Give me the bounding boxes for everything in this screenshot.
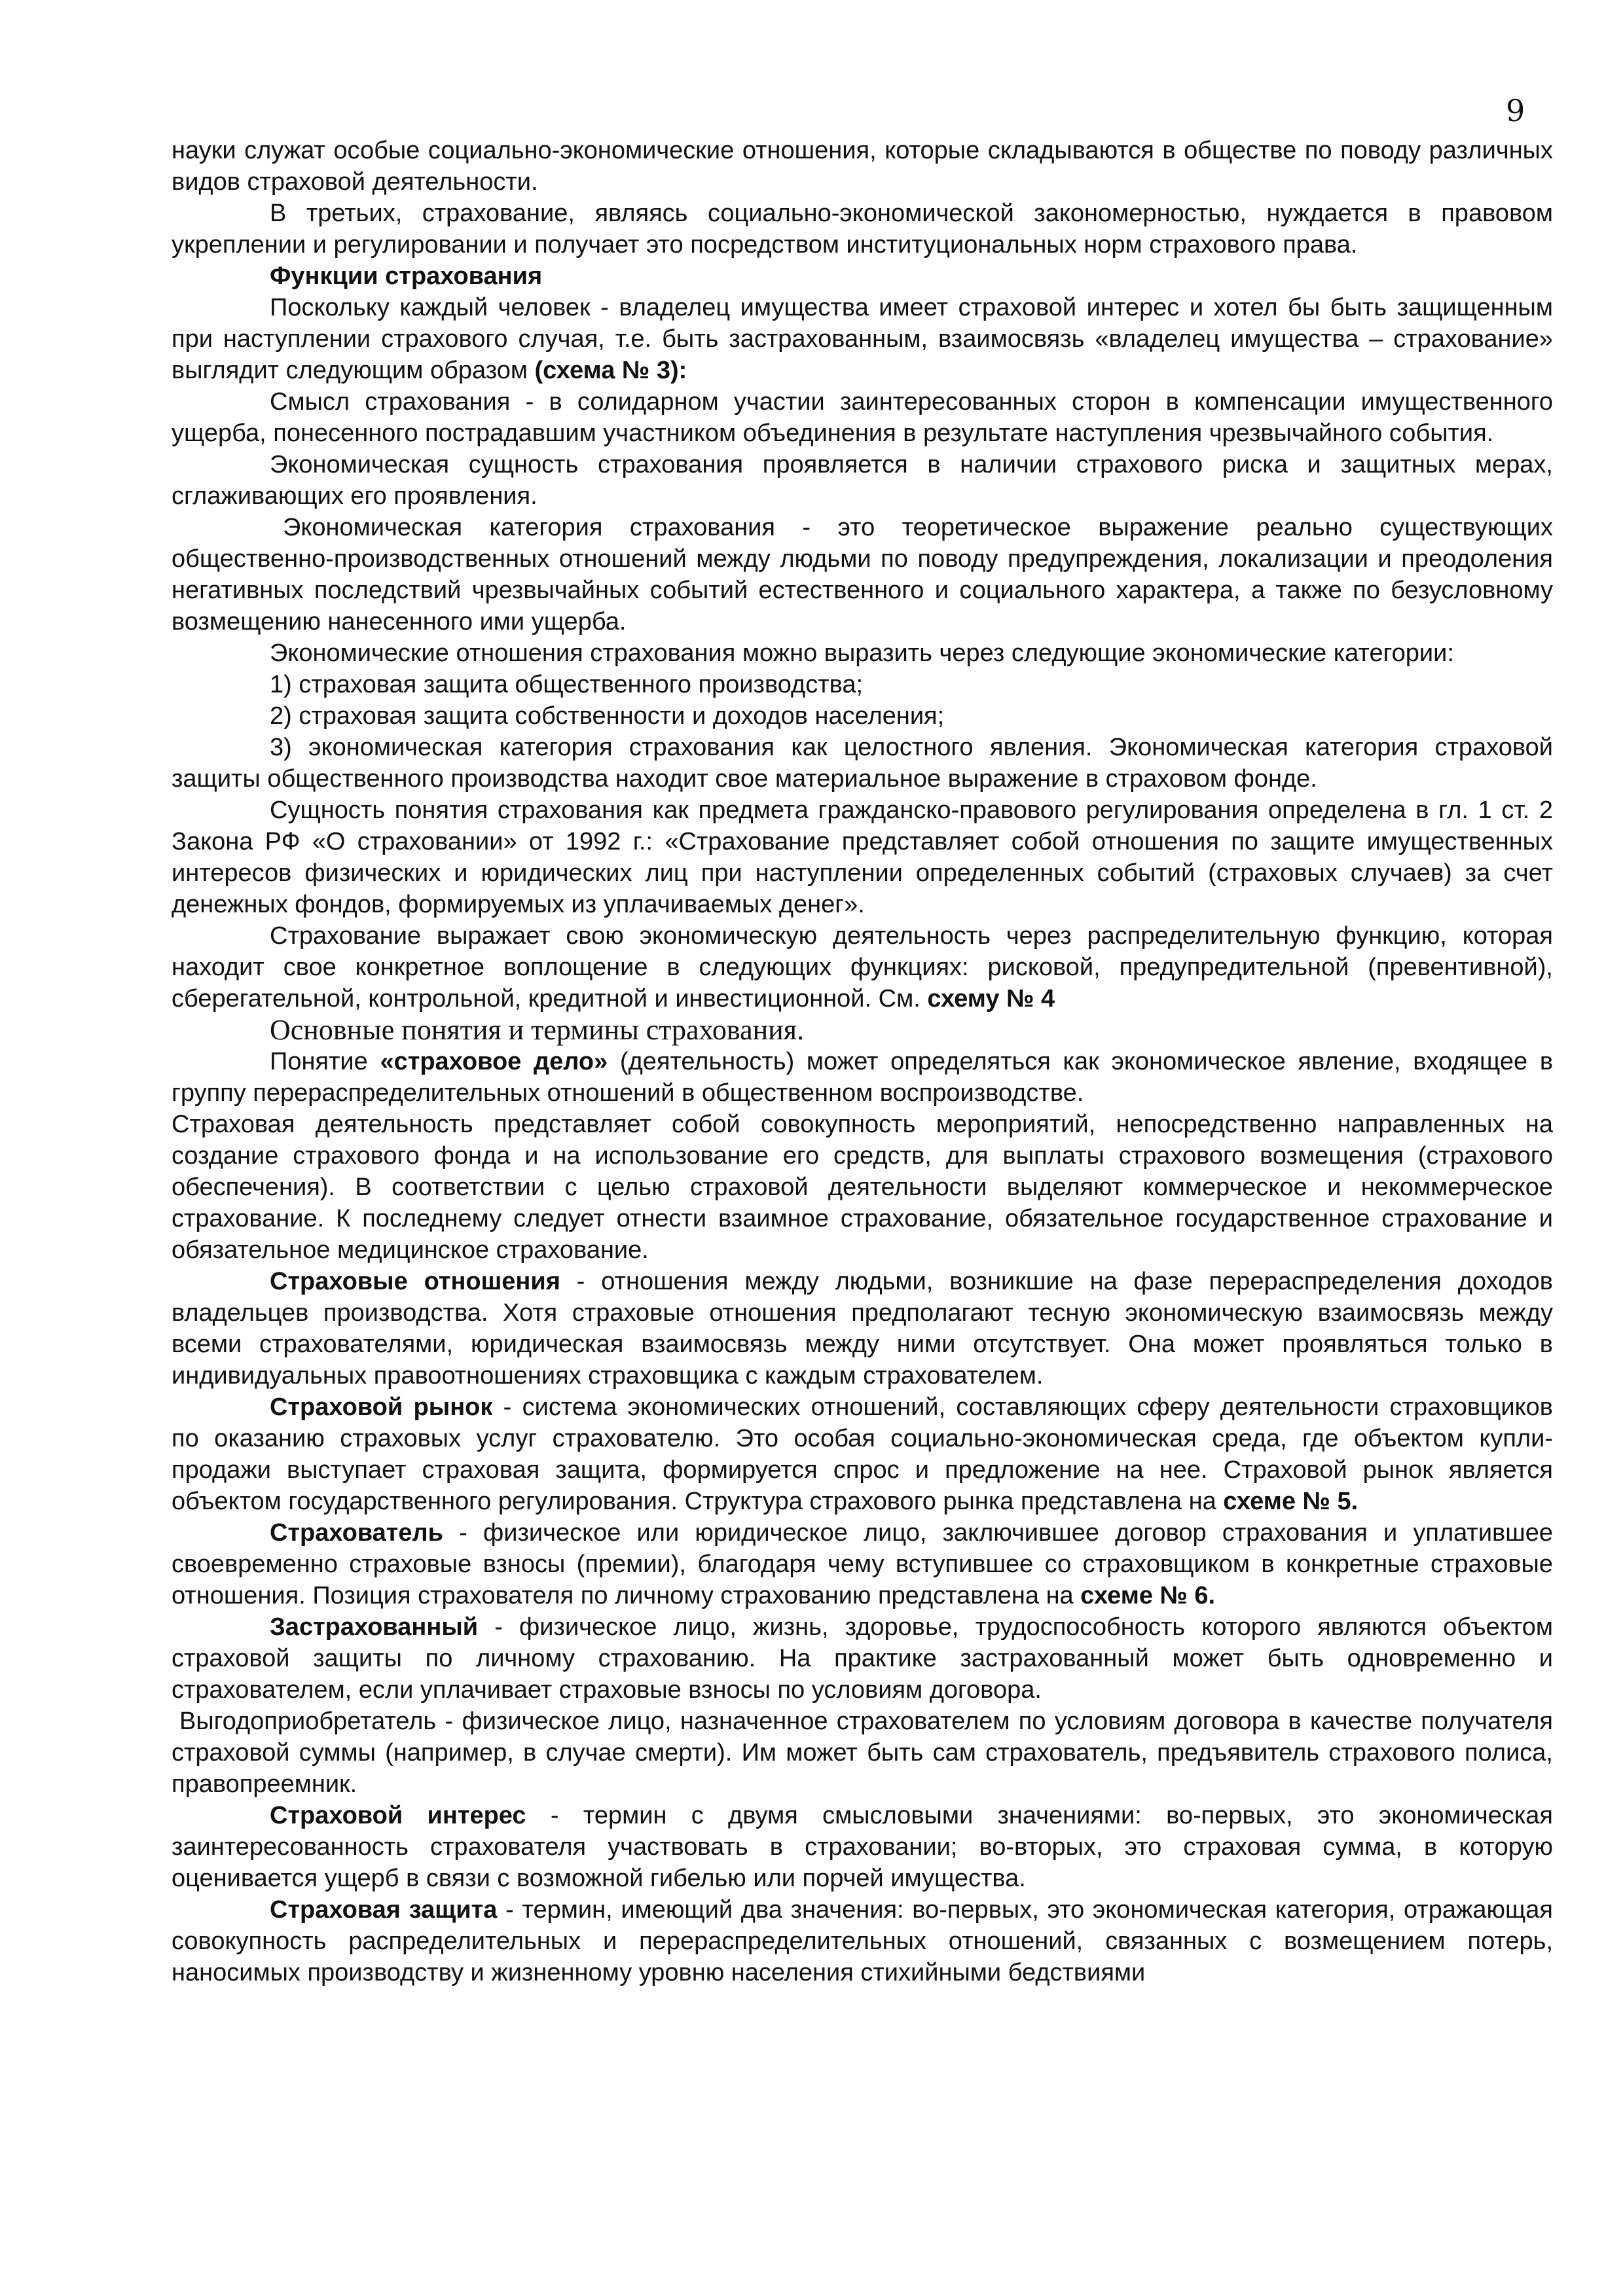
text-run: - физическое лицо, жизнь, здоровье, трудоспособность которого являются объектом страховой защиты по личному страхованию. На практике застрахованный может быть одновременно и страхователем, если уплачивает страховые взносы по условиям договора.	[172, 1613, 1553, 1704]
paragraph: Экономическая категория страхования - это теоретическое выражение реально существующих общественно-производственных отношений между людьми по поводу предупреждения, локализации и преодоления негативных последствий чрезвычайных событий естественного и социального характера, а также по безусловному возмещению нанесенного ими ущерба.	[172, 514, 1553, 636]
term: Страховая защита	[270, 1896, 498, 1924]
term: Страховые отношения	[270, 1268, 560, 1295]
section-heading-terms: Основные понятия и термины страхования.	[270, 1014, 804, 1046]
text-run: Понятие	[270, 1048, 380, 1075]
paragraph	[172, 920, 1553, 1014]
paragraph: 3) экономическая категория страхования как целостного явления. Экономическая категория страховой защиты общественного производства находит свое материальное выражение в страховом фонде.	[172, 734, 1553, 793]
text-run: Страхование выражает свою экономическую деятельность через распределительную функцию, которая находит свое конкретное воплощение в следующих функциях: рисковой, предупредительной (превентивной), сберегательной, контрольной, кредитной и инвестиционной. См.	[172, 922, 1553, 1013]
term: Застрахованный	[270, 1613, 479, 1641]
paragraph: Страховая деятельность представляет собой совокупность мероприятий, непосредственно направленных на создание страхового фонда и на использование его средств, для выплаты страхового возмещения (страхового обеспечения). В соответствии с целью страховой деятельности выделяют коммерческое и некоммерческое страхование. К последнему следует отнести взаимное страхование, обязательное государственное страхование и обязательное медицинское страхование.	[172, 1111, 1553, 1264]
scheme-reference: (схема № 3):	[534, 357, 687, 384]
scheme-reference: схему № 4	[927, 985, 1055, 1013]
paragraph: Экономические отношения страхования можно выразить через следующие экономические категории:	[270, 639, 1454, 667]
term: Страхователь	[270, 1519, 444, 1547]
paragraph: Смысл страхования - в солидарном участии заинтересованных сторон в компенсации имущественного ущерба, понесенного пострадавшим участником объединения в результате наступления чрезвычайного события.	[172, 388, 1553, 447]
text-run: - термин с двумя смысловыми значениями: во-первых, это экономическая заинтересованность страхователя участвовать в страховании; во-вторых, это страховая сумма, в которую оценивается ущерб в связи с возможной гибелью или порчей имущества.	[172, 1802, 1553, 1892]
paragraph	[172, 1611, 1553, 1706]
term: «страховое дело»	[380, 1048, 608, 1075]
text-run: - отношения между людьми, возникшие на фазе перераспределения доходов владельцев производства. Хотя страховые отношения предполагают тесную экономическую взаимосвязь между всеми страхователями, юридическая взаимосвязь между ними отсутствует. Она может проявляться только в индивидуальных правоотношениях страховщика с каждым страхователем.	[172, 1268, 1553, 1390]
body-text	[172, 135, 1553, 1988]
paragraph: Выгодоприобретатель - физическое лицо, назначенное страхователем по условиям договора в качестве получателя страховой суммы (например, в случае смерти). Им может быть сам страхователь, предъявитель страхового полиса, правопреемник.	[172, 1708, 1553, 1798]
paragraph: науки служат особые социально-экономические отношения, которые складываются в обществе по поводу различных видов страховой деятельности.	[172, 137, 1553, 196]
paragraph	[172, 1800, 1553, 1894]
paragraph	[172, 292, 1553, 386]
paragraph: Экономическая сущность страхования проявляется в наличии страхового риска и защитных мерах, сглаживающих его проявления.	[172, 451, 1553, 510]
text-run: (деятельность) может определяться как экономическое явление, входящее в группу перераспределительных отношений в общественном воспроизводстве.	[172, 1048, 1554, 1107]
list-item: 1) страховая защита общественного производства;	[270, 671, 864, 698]
paragraph	[172, 1046, 1553, 1109]
paragraph	[172, 1894, 1553, 1988]
text-run: Поскольку каждый человек - владелец имущества имеет страховой интерес и хотел бы быть защищенным при наступлении страхового случая, т.е. быть застрахованным, взаимосвязь «владелец имущества – страхование» выглядит следующим образом	[172, 294, 1553, 384]
paragraph: Сущность понятия страхования как предмета гражданско-правового регулирования определена в гл. 1 ст. 2 Закона РФ «О страховании» от 1992 г.: «Страхование представляет собой отношения по защите имущественных интересов физических и юридических лиц при наступлении определенных событий (страховых случаев) за счет денежных фондов, формируемых из уплачиваемых денег».	[172, 797, 1553, 918]
paragraph	[172, 1266, 1553, 1391]
list-item: 2) страховая защита собственности и доходов населения;	[270, 702, 945, 730]
section-heading-functions: Функции страхования	[270, 262, 543, 290]
paragraph	[172, 1391, 1553, 1517]
page-number: 9	[1506, 93, 1525, 128]
term: Страховой рынок	[270, 1393, 493, 1421]
scheme-reference: схеме № 6.	[1080, 1582, 1216, 1609]
text-run: - система экономических отношений, составляющих сферу деятельности страховщиков по оказанию страховых услуг страхователю. Это особая социально-экономическая среда, где объектом купли-продажи выступает страховая защита, формируется спрос и предложение на нее. Страховой рынок является объектом государственного регулирования. Структура страхового рынка представлена на	[172, 1393, 1553, 1515]
paragraph	[172, 1517, 1553, 1611]
paragraph: В третьих, страхование, являясь социально-экономической закономерностью, нуждается в правовом укреплении и регулировании и получает это посредством институциональных норм страхового права.	[172, 200, 1553, 259]
term: Страховой интерес	[270, 1802, 526, 1829]
scheme-reference: схеме № 5.	[1223, 1488, 1359, 1515]
text-run: - термин, имеющий два значения: во-первых, это экономическая категория, отражающая совокупность распределительных и перераспределительных отношений, связанных с возмещением потерь, наносимых производству и жизненному уровню населения стихийными бедствиями	[172, 1896, 1553, 1986]
text-run: - физическое или юридическое лицо, заключившее договор страхования и уплатившее своевременно страховые взносы (премии), благодаря чему вступившее со страховщиком в конкретные страховые отношения. Позиция страхователя по личному страхованию представлена на	[172, 1519, 1553, 1609]
